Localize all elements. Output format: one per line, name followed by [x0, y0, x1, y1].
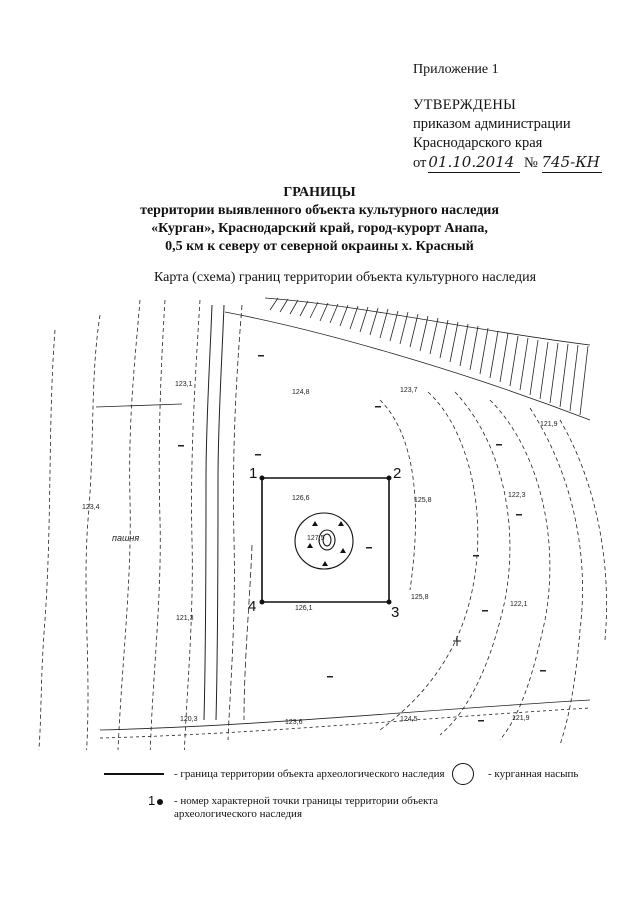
elevation-label: 126,6	[292, 495, 310, 502]
point-number-2: 2	[393, 465, 402, 482]
point-legend-number: 1	[148, 793, 163, 808]
field-label: пашня	[112, 533, 140, 543]
boundary-legend-text: - граница территории объекта археологического наследия	[174, 768, 445, 780]
boundary-map	[0, 290, 639, 750]
approved-line-2: Краснодарского края	[413, 135, 543, 151]
elevation-label: 121,9	[540, 421, 558, 428]
elevation-label: 123,7	[400, 387, 418, 394]
approval-date-row	[413, 153, 602, 173]
appendix-label: Приложение 1	[413, 62, 499, 77]
point-number-1: 1	[249, 465, 258, 482]
title-line-4: 0,5 км к северу от северной окраины х. Красный	[165, 239, 474, 254]
map-caption: Карта (схема) границ территории объекта культурного наследия	[153, 270, 537, 285]
title-line-1: ГРАНИЦЫ	[283, 185, 356, 200]
boundary-legend-line	[104, 773, 164, 775]
elevation-label: 124,5	[400, 716, 418, 723]
date-prefix: от	[413, 155, 427, 171]
elevation-label: 125,8	[414, 497, 432, 504]
elevation-label: 127,5	[307, 535, 325, 542]
point-legend-text: - номер характерной точки границы территории объекта археологического наследия	[174, 795, 438, 820]
document-title	[0, 184, 639, 256]
elevation-label: 126,1	[295, 605, 313, 612]
approval-block	[413, 96, 602, 173]
title-line-2: территории выявленного объекта культурного наследия	[140, 203, 499, 218]
approval-date: 01.10.2014	[428, 153, 520, 173]
number-sign: №	[524, 155, 538, 171]
approved-title: УТВЕРЖДЕНЫ	[413, 97, 517, 113]
approval-number: 745-КН	[541, 153, 600, 171]
boundary-point-2	[387, 476, 392, 481]
elevation-label: 122,3	[508, 492, 526, 499]
mound-legend-icon	[452, 763, 474, 785]
point-number-4: 4	[248, 598, 257, 615]
mound-legend-text: - курганная насыпь	[488, 768, 579, 780]
elevation-label: 124,8	[292, 389, 310, 396]
point-number-3: 3	[391, 604, 400, 621]
elevation-label: 121,9	[512, 715, 530, 722]
boundary-point-1	[260, 476, 265, 481]
elevation-label: 122,1	[510, 601, 528, 608]
elevation-label: 125,8	[411, 594, 429, 601]
elevation-label: 123,4	[82, 504, 100, 511]
title-line-3: «Курган», Краснодарский край, город-курорт Анапа,	[151, 221, 488, 236]
approved-line-1: приказом администрации	[413, 116, 571, 132]
boundary-point-4	[260, 600, 265, 605]
site-boundary	[262, 478, 389, 602]
elevation-label: 123,6	[285, 719, 303, 726]
elevation-label: 123,1	[175, 381, 193, 388]
elevation-label: 120,3	[180, 716, 198, 723]
elevation-label: 121,3	[176, 615, 194, 622]
